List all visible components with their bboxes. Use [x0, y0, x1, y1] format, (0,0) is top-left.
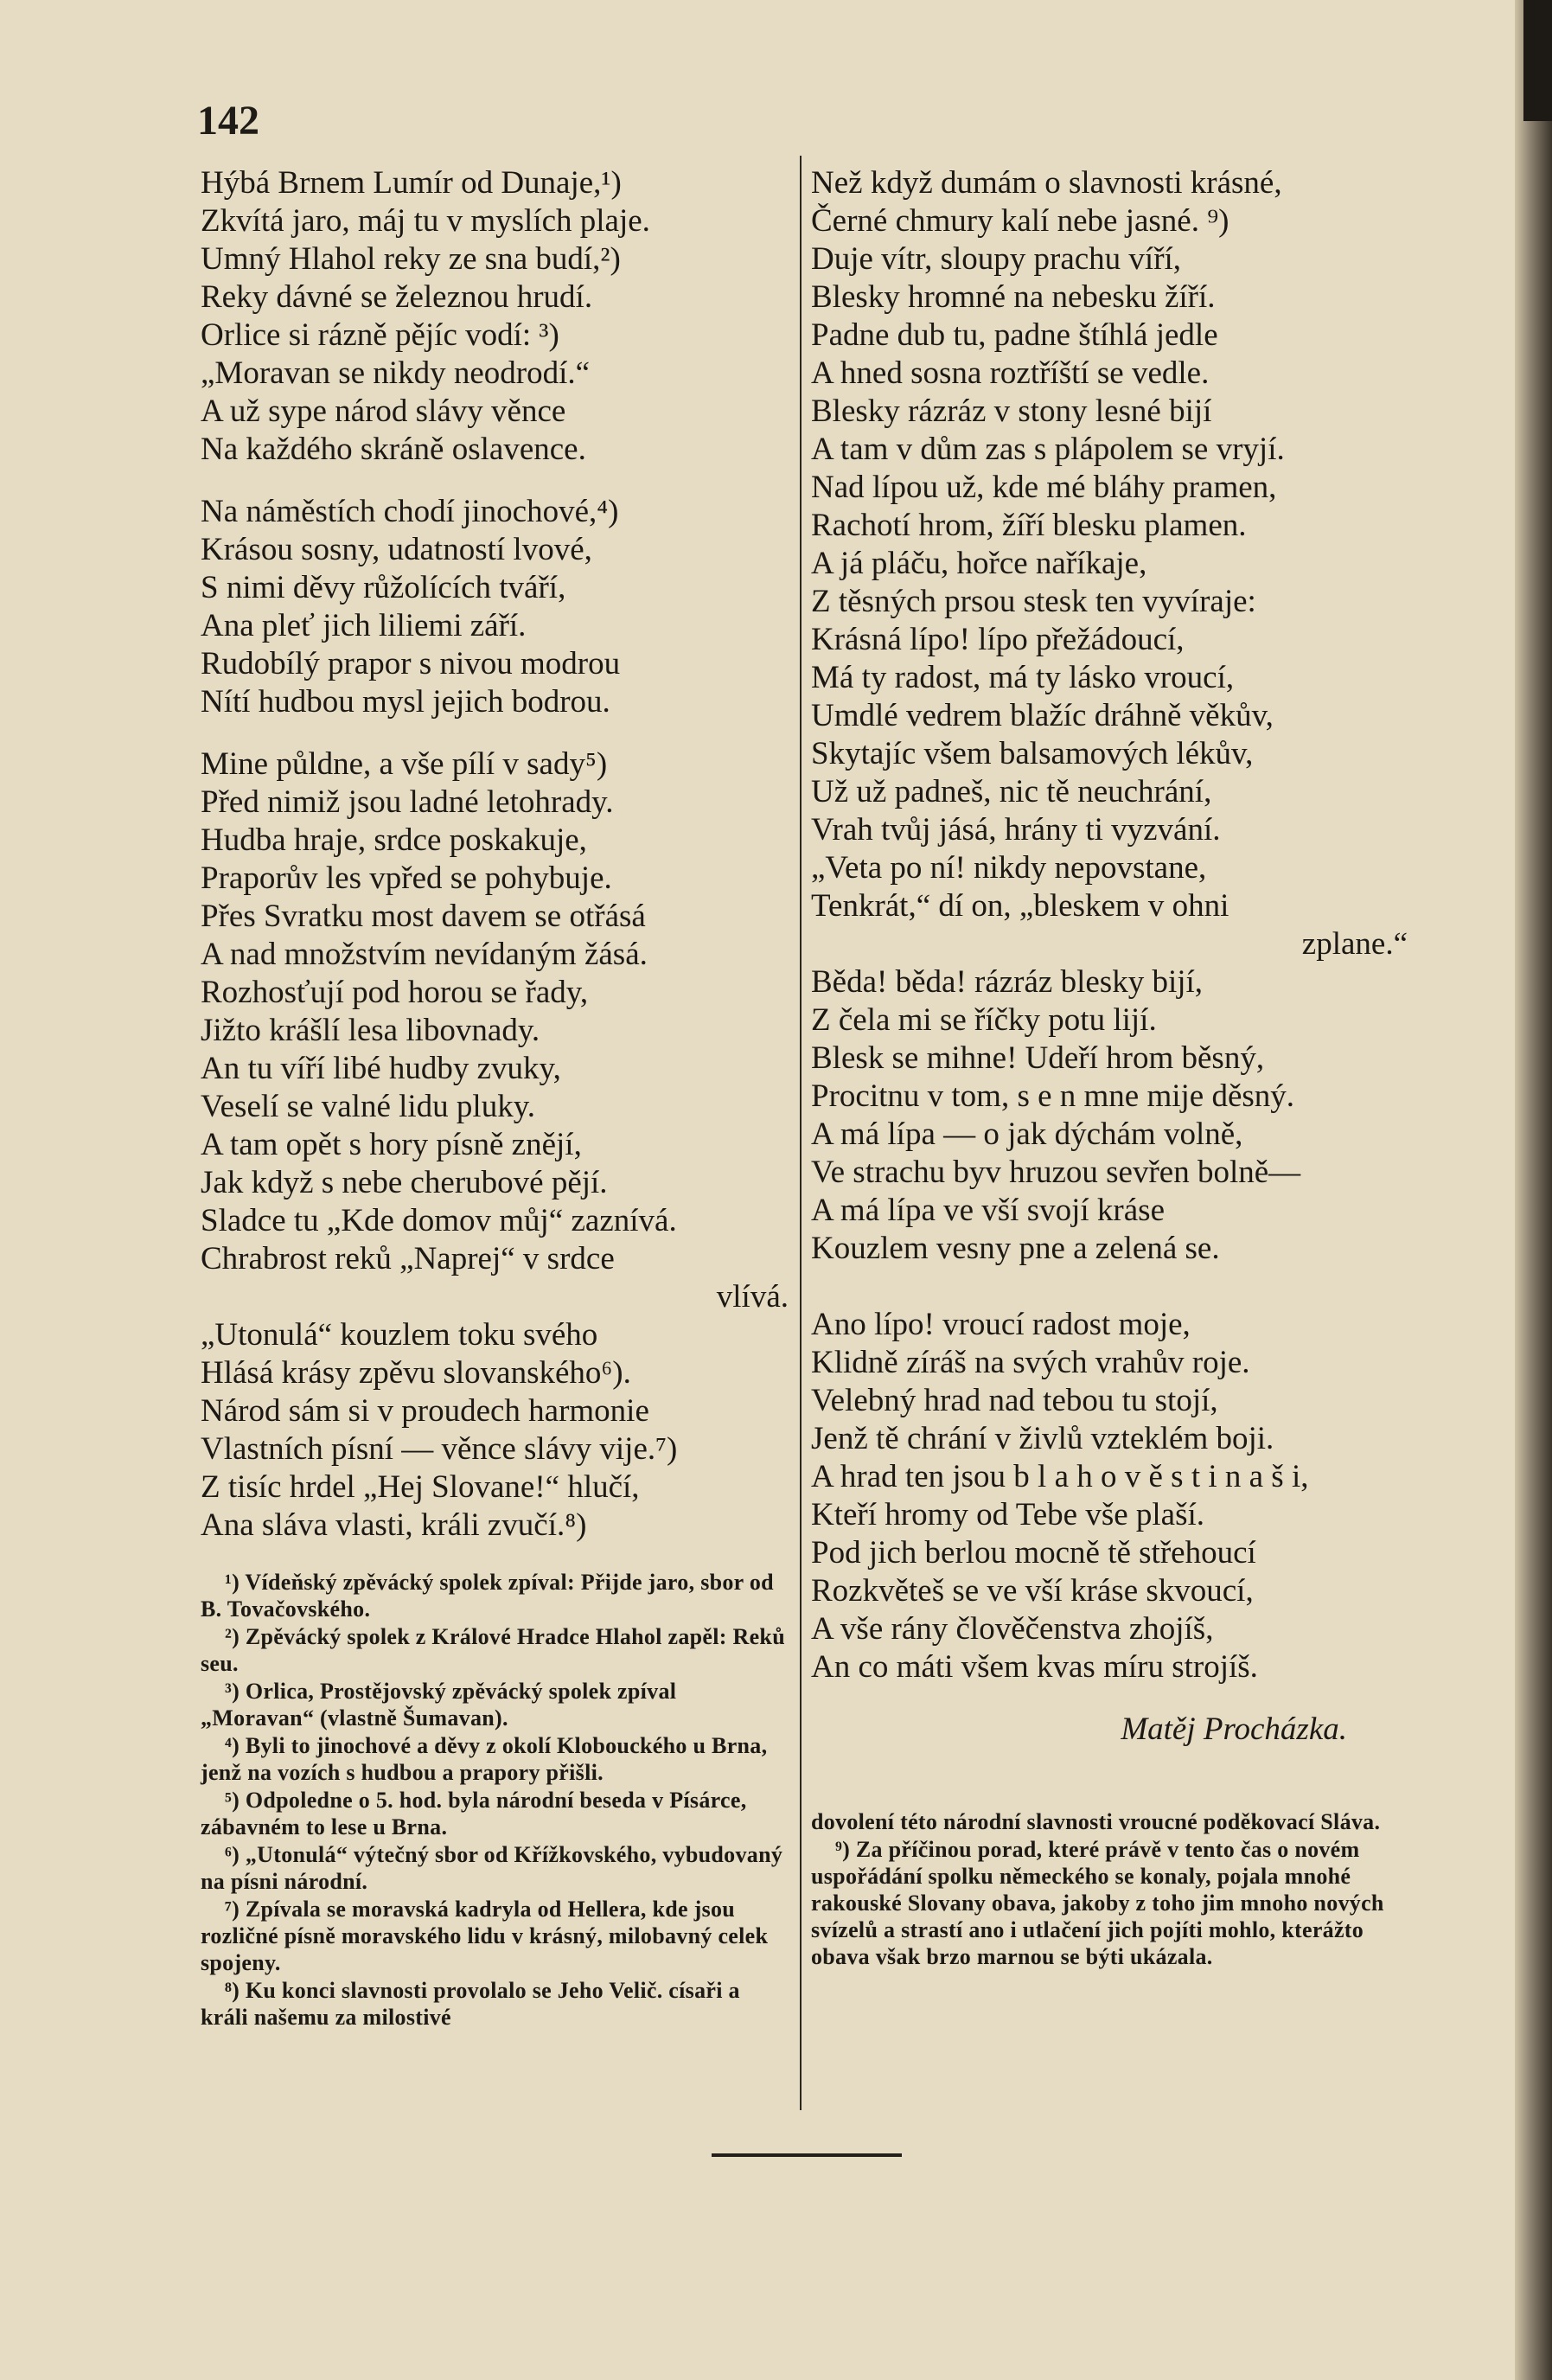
verse-line: Rozkvěteš se ve vší kráse skvoucí, [811, 1573, 1254, 1609]
verse-line: Už už padneš, nic tě neuchrání, [811, 774, 1212, 809]
verse-line: Orlice si rázně pějíc vodí: ³) [201, 317, 559, 353]
verse-line: An co máti všem kvas míru strojíš. [811, 1649, 1258, 1685]
verse-line: Než když dumám o slavnosti krásné, [811, 165, 1282, 201]
verse-line: Ana sláva vlasti, králi zvučí.⁸) [201, 1507, 587, 1543]
page-edge [1515, 0, 1552, 2380]
author-signature: Matěj Procházka. [1121, 1711, 1347, 1747]
footnote: ¹) Vídeňský zpěvácký spolek zpíval: Přijde jaro, sbor od B. Tovačovského. [201, 1570, 774, 1622]
verse-line: Na každého skráně oslavence. [201, 432, 586, 467]
verse-line: Vrah tvůj jásá, hrány ti vyzvání. [811, 812, 1221, 848]
verse-line: A vše rány člověčenstva zhojíš, [811, 1611, 1214, 1647]
verse-line: A už sype národ slávy věnce [201, 393, 566, 429]
verse-line: A má lípa — o jak dýchám volně, [811, 1116, 1243, 1152]
verse-line: Praporův les vpřed se pohybuje. [201, 861, 612, 896]
verse-line: Ano lípo! vroucí radost moje, [811, 1307, 1191, 1342]
verse-line: Ve strachu byv hruzou sevřen bolně— [811, 1155, 1301, 1190]
footnote: ²) Zpěvácký spolek z Králové Hradce Hlahol zapěl: Reků seu. [201, 1624, 785, 1676]
verse-line: A hrad ten jsou b l a h o v ě s t i n a š i, [811, 1459, 1309, 1494]
verse-line: vlívá. [716, 1279, 789, 1315]
verse-line: A má lípa ve vší svojí kráse [811, 1193, 1165, 1228]
verse-line: Skytajíc všem balsamových lékův, [811, 736, 1254, 771]
left-column [201, 164, 789, 2031]
stanza [201, 745, 789, 1545]
stanza [811, 1306, 1408, 1686]
verse-line: Zkvítá jaro, máj tu v myslích plaje. [201, 203, 650, 239]
footnote: ⁵) Odpoledne o 5. hod. byla národní beseda v Písárce, zábavném to lese u Brna. [201, 1788, 747, 1839]
footnote: ⁹) Za příčinou porad, které právě v tento čas o novém uspořádání spolku německého se konaly, pojala mnohé rakouské Slovany obava, jakoby z toho jim mnoho nových svízelů a strastí ano i utlačení jich pojíti mohlo, kterážto obava však brzo marnou se býti ukázala. [811, 1837, 1384, 1969]
verse-line: Blesk se mihne! Udeří hrom běsný, [811, 1040, 1265, 1076]
page-number: 142 [197, 98, 259, 144]
verse-line: Černé chmury kalí nebe jasné. ⁹) [811, 203, 1229, 239]
right-column [811, 164, 1408, 1971]
verse-line: Blesky hromné na nebesku žíří. [811, 279, 1216, 315]
verse-line: Krásou sosny, udatností lvové, [201, 532, 592, 567]
verse-line: Krásná lípo! lípo přežádoucí, [811, 622, 1185, 657]
verse-line: Chrabrost reků „Naprej“ v srdce [201, 1241, 615, 1276]
verse-line: Vlastních písní — věnce slávy vije.⁷) [201, 1431, 678, 1467]
verse-line: Hýbá Brnem Lumír od Dunaje,¹) [201, 165, 622, 201]
verse-line: Hlásá krásy zpěvu slovanského⁶). [201, 1355, 631, 1391]
left-poem [201, 164, 789, 1545]
verse-line: Má ty radost, má ty lásko vroucí, [811, 660, 1235, 695]
verse-line: „Veta po ní! nikdy nepovstane, [811, 850, 1207, 886]
verse-line: Jak když s nebe cherubové pějí. [201, 1165, 608, 1200]
verse-line: Z čela mi se říčky potu lijí. [811, 1002, 1157, 1038]
end-rule [712, 2153, 902, 2157]
verse-line: „Moravan se nikdy neodrodí.“ [201, 355, 591, 391]
verse-line: Nad lípou už, kde mé bláhy pramen, [811, 470, 1277, 505]
verse-line: Národ sám si v proudech harmonie [201, 1393, 649, 1429]
right-footnotes [811, 1808, 1408, 1970]
verse-line: Nítí hudbou mysl jejich bodrou. [201, 684, 610, 720]
verse-line: Jižto krášlí lesa libovnady. [201, 1013, 540, 1048]
verse-line: Na náměstích chodí jinochové,⁴) [201, 494, 619, 529]
footnote: ⁶) „Utonulá“ výtečný sbor od Křížkovského, vybudovaný na písni národní. [201, 1842, 783, 1894]
verse-line: An tu víří libé hudby zvuky, [201, 1051, 561, 1086]
stanza [201, 493, 789, 721]
verse-line: Tenkrát,“ dí on, „bleskem v ohni [811, 888, 1229, 924]
verse-line: zplane.“ [1301, 926, 1408, 962]
verse-line: Veselí se valné lidu pluky. [201, 1089, 536, 1124]
verse-line: Padne dub tu, padne štíhlá jedle [811, 317, 1218, 353]
verse-line: Rozhosťují pod horou se řady, [201, 975, 589, 1010]
verse-line: Procitnu v tom, s e n mne mije děsný. [811, 1078, 1295, 1114]
verse-line: A nad množstvím nevídaným žásá. [201, 937, 648, 972]
verse-line: Kouzlem vesny pne a zelená se. [811, 1231, 1220, 1266]
verse-line: S nimi děvy růžolících tváří, [201, 570, 566, 605]
verse-line: A já pláču, hořce naříkaje, [811, 546, 1147, 581]
verse-line: A tam v dům zas s plápolem se vryjí. [811, 432, 1285, 467]
binding-strip [1523, 0, 1552, 121]
verse-line: Sladce tu „Kde domov můj“ zaznívá. [201, 1203, 677, 1238]
footnote: ⁸) Ku konci slavnosti provolalo se Jeho Velič. císaři a králi našemu za milostivé [201, 1978, 740, 2030]
verse-line: Reky dávné se železnou hrudí. [201, 279, 593, 315]
verse-line: Před nimiž jsou ladné letohrady. [201, 784, 614, 820]
verse-line: Z těsných prsou stesk ten vyvíraje: [811, 584, 1256, 619]
verse-line: Rudobílý prapor s nivou modrou [201, 646, 621, 681]
footnote: ⁷) Zpívala se moravská kadryla od Hellera, kde jsou rozličné písně moravského lidu v krásný, milobavný celek spojeny. [201, 1897, 769, 1975]
verse-line: Mine půldne, a vše pílí v sady⁵) [201, 746, 608, 782]
verse-line: Hudba hraje, srdce poskakuje, [201, 822, 587, 858]
left-footnotes [201, 1569, 789, 2031]
footnote: ³) Orlica, Prostějovský zpěvácký spolek zpíval „Moravan“ (vlastně Šumavan). [201, 1679, 677, 1731]
verse-line: „Utonulá“ kouzlem toku svého [201, 1317, 598, 1353]
verse-line: Velebný hrad nad tebou tu stojí, [811, 1383, 1218, 1418]
verse-line: A tam opět s hory písně znějí, [201, 1127, 582, 1162]
verse-line: Umný Hlahol reky ze sna budí,²) [201, 241, 621, 277]
verse-line: Klidně zíráš na svých vrahův roje. [811, 1345, 1250, 1380]
right-poem [811, 164, 1408, 1686]
stanza [201, 164, 789, 469]
column-divider [800, 156, 802, 2110]
verse-line: Z tisíc hrdel „Hej Slovane!“ hlučí, [201, 1469, 640, 1505]
verse-line: Kteří hromy od Tebe vše plaší. [811, 1497, 1205, 1532]
stanza [811, 164, 1408, 1268]
verse-line: Ana pleť jich liliemi září. [201, 608, 527, 643]
verse-line: A hned sosna roztříští se vedle. [811, 355, 1210, 391]
verse-line: Duje vítr, sloupy prachu víří, [811, 241, 1182, 277]
verse-line: Běda! běda! rázráz blesky bijí, [811, 964, 1204, 1000]
footnote: dovolení této národní slavnosti vroucné poděkovací Sláva. [811, 1809, 1381, 1834]
verse-line: Jenž tě chrání v živlů vzteklém boji. [811, 1421, 1274, 1456]
verse-line: Umdlé vedrem blažíc dráhně věkův, [811, 698, 1274, 733]
verse-line: Rachotí hrom, žíří blesku plamen. [811, 508, 1247, 543]
verse-line: Přes Svratku most davem se otřásá [201, 899, 646, 934]
verse-line: Pod jich berlou mocně tě střehoucí [811, 1535, 1256, 1571]
footnote: ⁴) Byli to jinochové a děvy z okolí Klobouckého u Brna, jenž na vozích s hudbou a prapory přišli. [201, 1733, 768, 1785]
verse-line: Blesky rázráz v stony lesné bijí [811, 393, 1212, 429]
